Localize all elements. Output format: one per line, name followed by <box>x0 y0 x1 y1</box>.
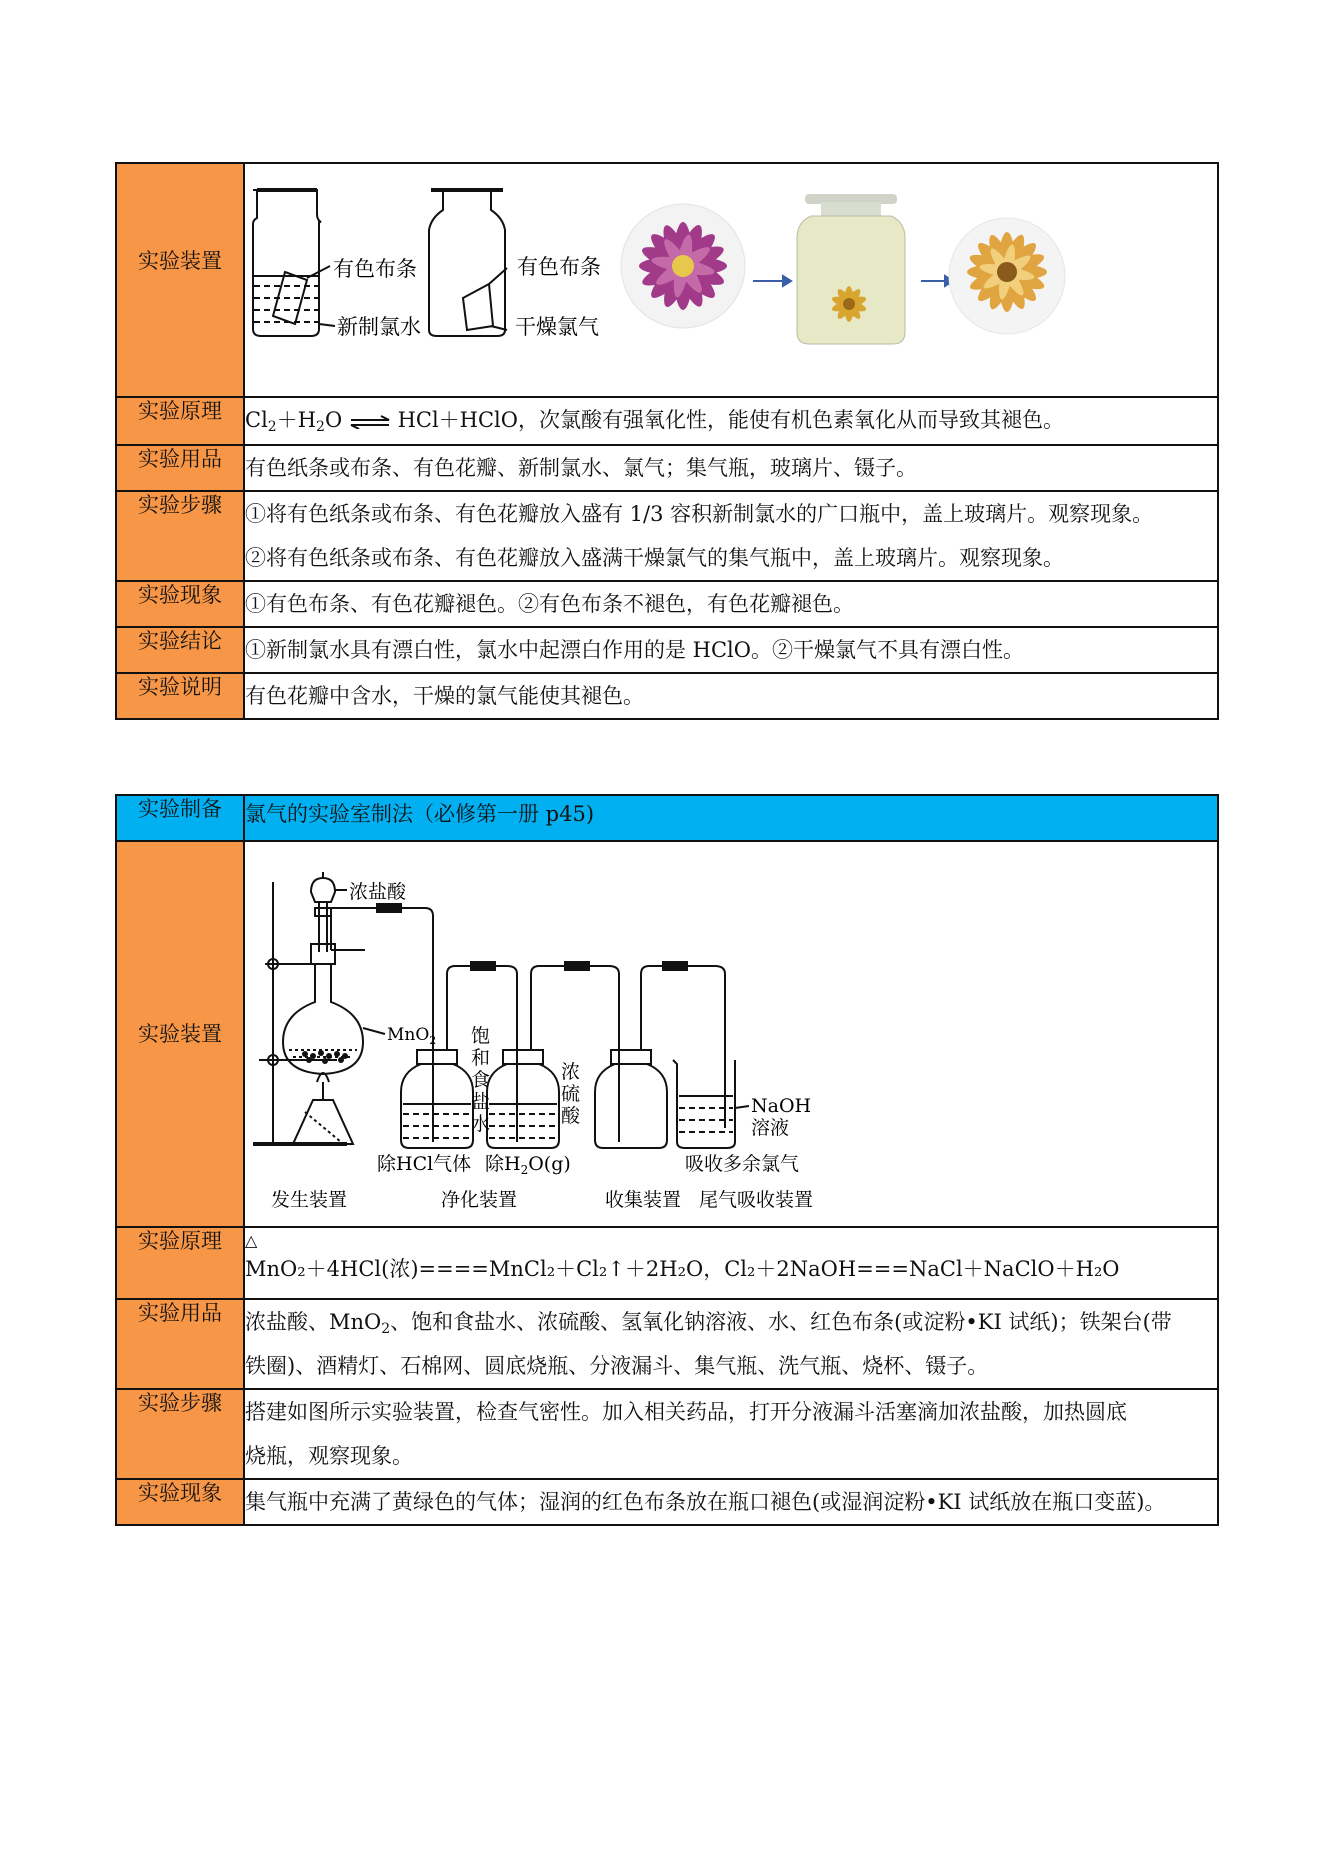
row-label-materials-2: 实验用品 <box>116 1299 244 1389</box>
prep-steps: 搭建如图所示实验装置，检查气密性。加入相关药品，打开分液漏斗活塞滴加浓盐酸，加热圆底 烧瓶，观察现象。 <box>244 1389 1218 1479</box>
label-naoh: NaOH <box>751 1095 812 1117</box>
label-purification: 净化装置 <box>441 1189 518 1211</box>
label-collection: 收集装置 <box>605 1189 682 1211</box>
note-text: 有色花瓣中含水，干燥的氯气能使其褪色。 <box>244 673 1218 719</box>
row-label-conclusion: 实验结论 <box>116 627 244 673</box>
apparatus-figure-cell <box>244 163 1218 397</box>
label-remove-h2o: 除$H_2O(g)$ <box>485 1153 571 1177</box>
label-saturated-salt-water <box>471 1025 490 1135</box>
row-label-principle: 实验原理 <box>116 397 244 445</box>
label-conc-hcl: 浓盐酸 <box>349 881 407 903</box>
svg-text:水: 水 <box>471 1113 491 1135</box>
prep-phenomenon: 集气瓶中充满了黄绿色的气体；湿润的红色布条放在瓶口褪色(或湿润淀粉•KI 试纸放在瓶口变蓝)。 <box>244 1479 1218 1525</box>
label-solution: 溶液 <box>751 1117 790 1139</box>
row-label-materials: 实验用品 <box>116 445 244 491</box>
bottle-chlorine-water <box>253 190 335 336</box>
row-label-principle-2: 实验原理 <box>116 1227 244 1299</box>
bottle-dry-chlorine <box>429 190 507 336</box>
jar-with-flower-photo <box>797 194 905 344</box>
principle-text: $Cl_2+H_2O$ HCl＋HClO，次氯酸有强氧化性，能使有机色素氧化从而导致其褪色。 <box>244 397 1218 445</box>
svg-text:硫: 硫 <box>561 1083 581 1105</box>
table-chlorine-preparation <box>115 794 1219 1526</box>
prep-apparatus-cell <box>244 841 1218 1227</box>
arrow-right-icon <box>753 276 791 286</box>
row-label-phenomenon: 实验现象 <box>116 581 244 627</box>
iron-stand <box>253 882 347 1144</box>
row-label-steps: 实验步骤 <box>116 491 244 581</box>
prep-principle <box>244 1227 1218 1299</box>
chlorine-prep-apparatus-figure <box>245 842 1221 1222</box>
conclusion-text: ①新制氯水具有漂白性，氯水中起漂白作用的是 HClO。②干燥氯气不具有漂白性。 <box>244 627 1218 673</box>
arrow-right-icon <box>921 276 953 286</box>
prep-equation: MnO₂＋4HCl(浓)====MnCl₂＋Cl₂↑＋2H₂O，Cl₂＋2NaOH===NaCl＋NaClO＋H₂O <box>245 1257 1120 1281</box>
svg-text:盐: 盐 <box>471 1091 491 1113</box>
bleached-flower-photo <box>949 218 1065 334</box>
svg-text:浓: 浓 <box>561 1061 581 1083</box>
label-conc-sulfuric-acid <box>561 1061 581 1127</box>
phenomenon-text: ①有色布条、有色花瓣褪色。②有色布条不褪色，有色花瓣褪色。 <box>244 581 1218 627</box>
naoh-beaker <box>673 1060 749 1148</box>
alcohol-lamp <box>293 1073 353 1144</box>
row-label-steps-2: 实验步骤 <box>116 1389 244 1479</box>
row-label-phenomenon-2: 实验现象 <box>116 1479 244 1525</box>
bottle2-label-bottom: 干燥氯气 <box>515 315 599 339</box>
label-tail-gas: 尾气吸收装置 <box>699 1189 814 1211</box>
bottle2-label-top: 有色布条 <box>517 255 601 279</box>
svg-text:食: 食 <box>471 1069 491 1091</box>
row-label-apparatus-2: 实验装置 <box>116 841 244 1227</box>
svg-text:饱: 饱 <box>471 1025 491 1047</box>
separatory-funnel <box>311 872 347 952</box>
wash-bottle-sulfuric <box>487 962 619 1148</box>
wash-bottle-salt <box>401 962 517 1148</box>
label-generator: 发生装置 <box>271 1189 348 1211</box>
materials-text: 有色纸条或布条、有色花瓣、新制氯水、氯气；集气瓶，玻璃片、镊子。 <box>244 445 1218 491</box>
bottle1-label-top: 有色布条 <box>333 257 417 281</box>
svg-text:酸: 酸 <box>561 1105 581 1127</box>
table-chlorine-bleaching <box>115 162 1219 720</box>
row-label-apparatus: 实验装置 <box>116 163 244 397</box>
label-absorb-excess: 吸收多余氯气 <box>685 1153 800 1175</box>
label-remove-hcl: 除HCl气体 <box>377 1153 472 1175</box>
bleaching-apparatus-figure <box>245 164 1221 392</box>
row-label-note: 实验说明 <box>116 673 244 719</box>
prep-materials: 浓盐酸、MnO$_2$、饱和食盐水、浓硫酸、氢氧化钠溶液、水、红色布条(或淀粉•KI 试纸)；铁架台(带 铁圈)、酒精灯、石棉网、圆底烧瓶、分液漏斗、集气瓶、洗气瓶、烧杯、镊子。 <box>244 1299 1218 1389</box>
heat-condition: △ <box>245 1231 258 1250</box>
steps-text: ①将有色纸条或布条、有色花瓣放入盛有 1/3 容积新制氯水的广口瓶中，盖上玻璃片。观察现象。 ②将有色纸条或布条、有色花瓣放入盛满干燥氯气的集气瓶中，盖上玻璃片。观察现象。 <box>244 491 1218 581</box>
svg-text:和: 和 <box>471 1047 491 1069</box>
collecting-bottle <box>595 962 725 1148</box>
reversible-arrow-icon <box>349 415 391 429</box>
bottle1-label-bottom: 新制氯水 <box>337 315 421 339</box>
label-mno2: MnO$_2$ <box>387 1025 437 1047</box>
header-label: 实验制备 <box>116 795 244 841</box>
header-text: 氯气的实验室制法（必修第一册 p45) <box>244 795 1218 841</box>
purple-flower-photo <box>621 204 745 328</box>
